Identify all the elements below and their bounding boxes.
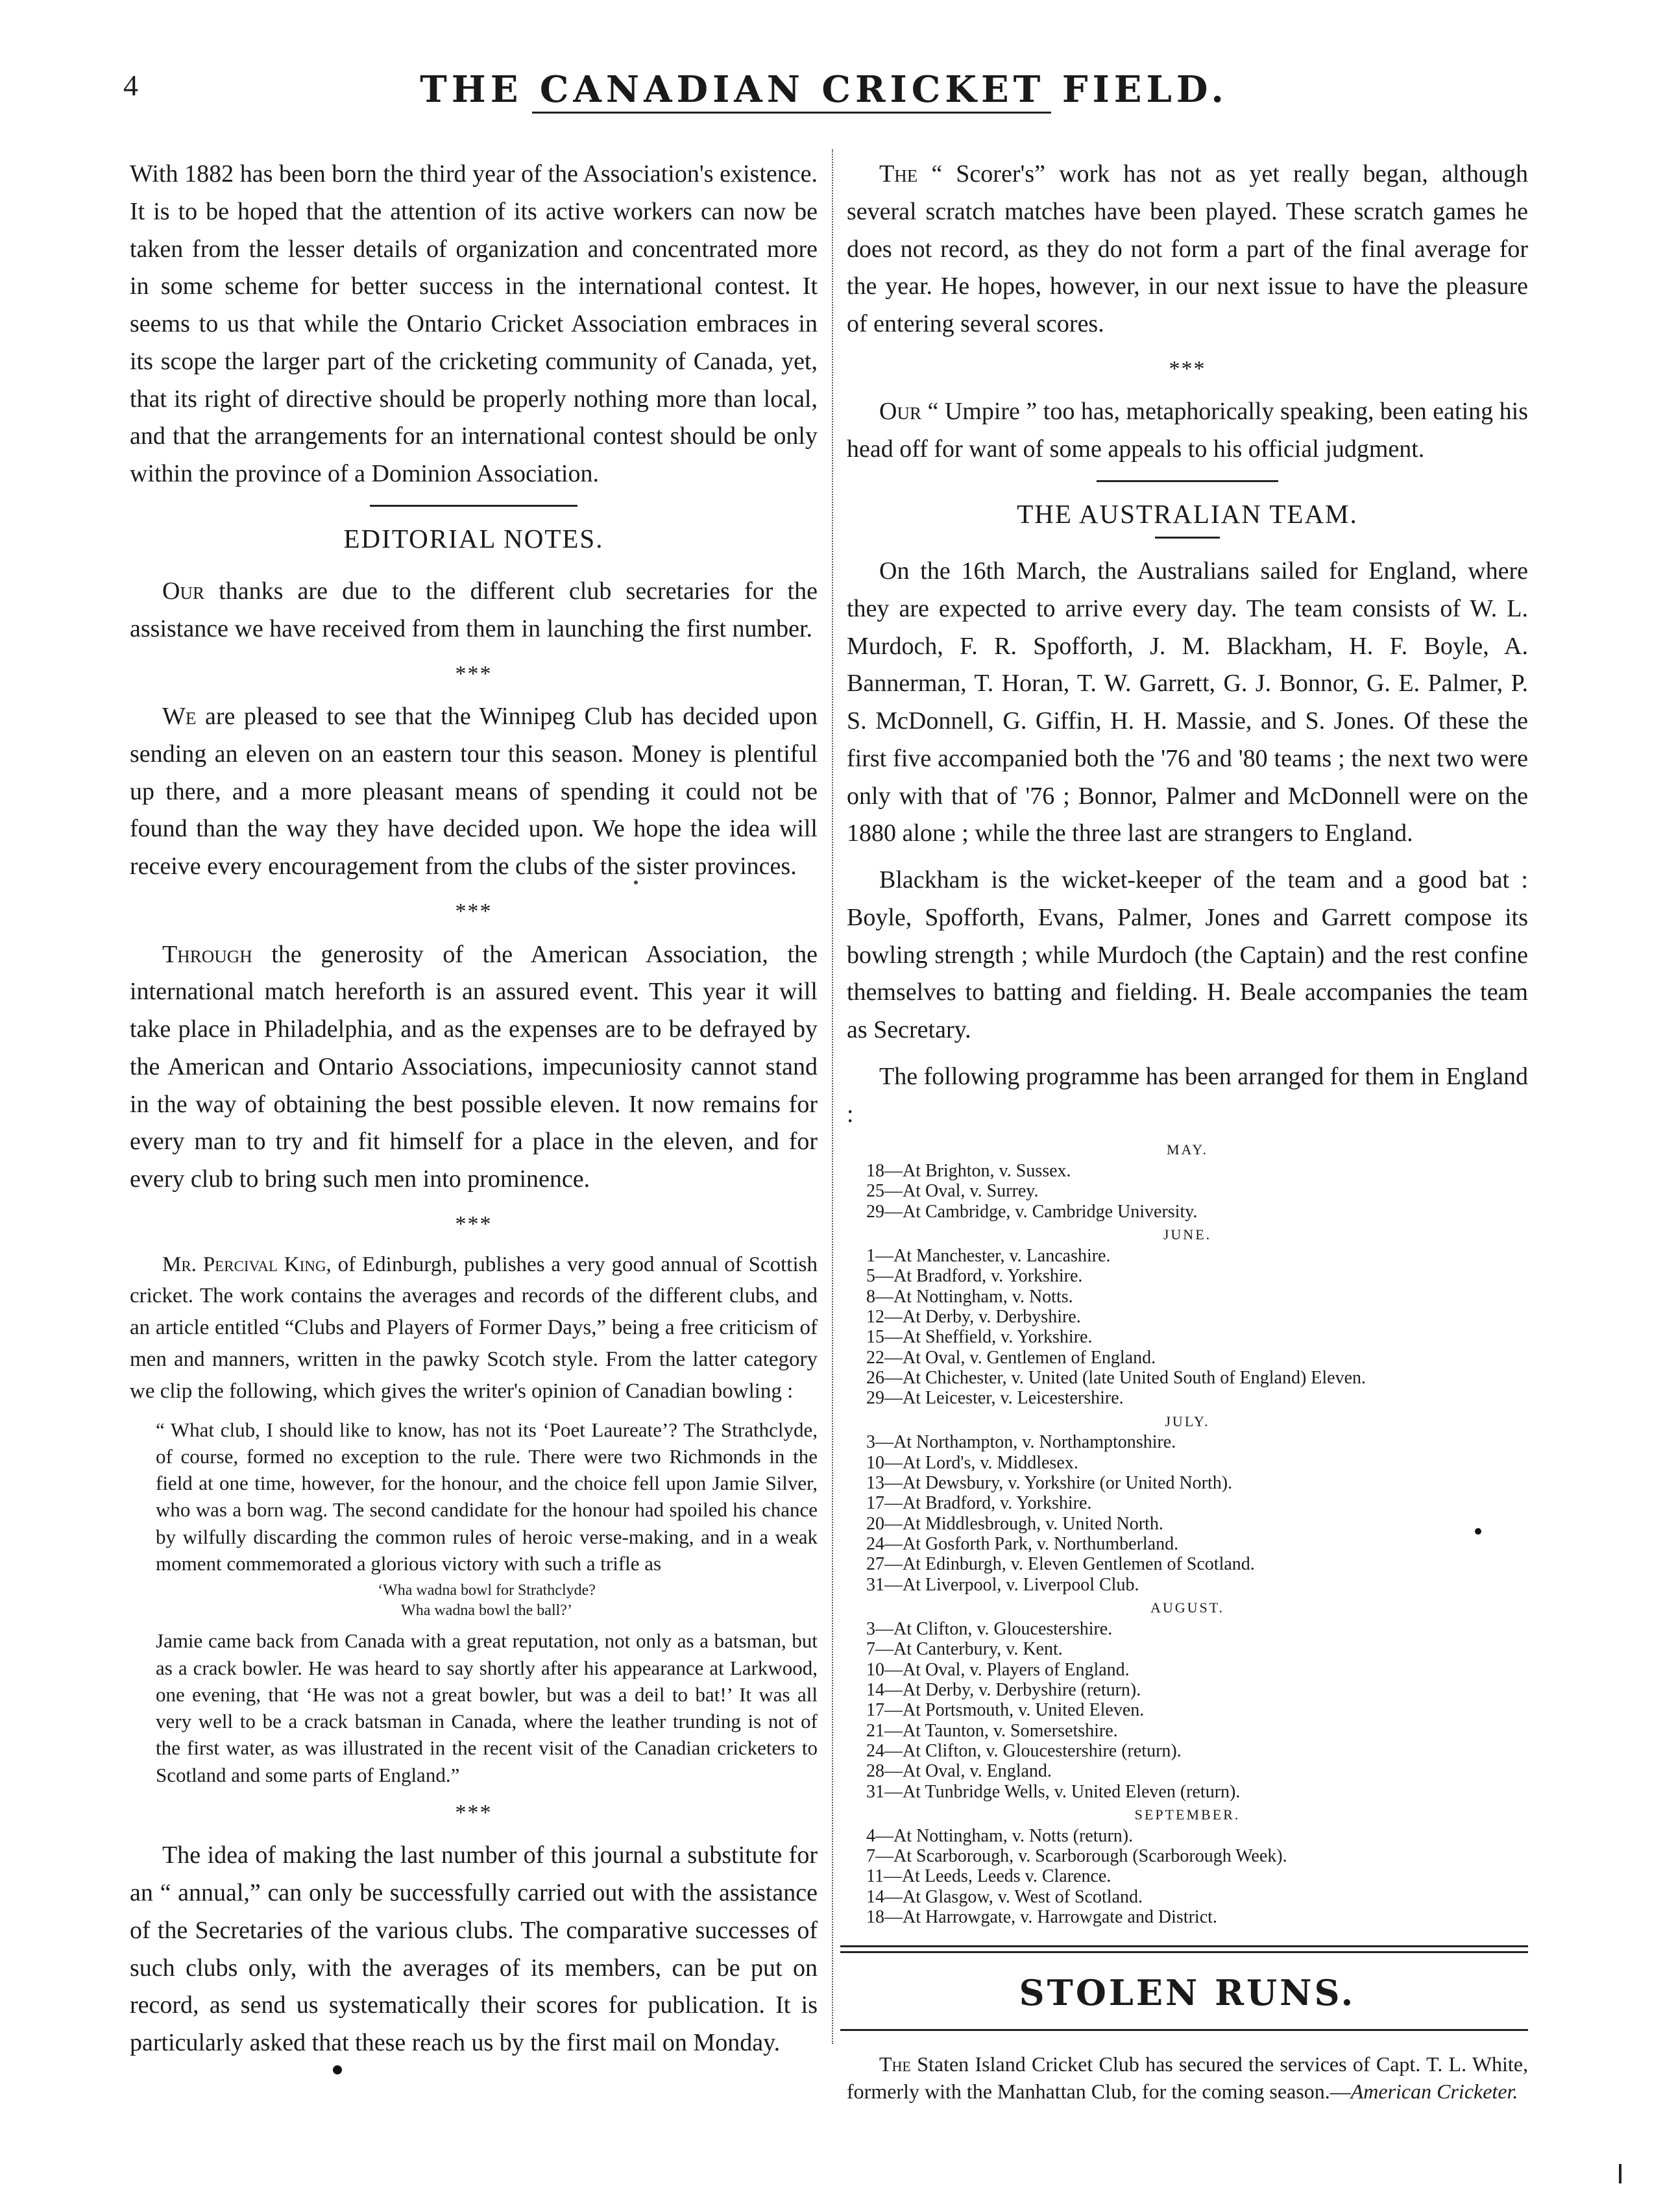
note-thanks: [130, 573, 818, 648]
fixture-item: 24—At Clifton, v. Gloucestershire (return).: [866, 1740, 1182, 1761]
fixture-item: 29—At Cambridge, v. Cambridge University.: [866, 1201, 1198, 1222]
note-winnipeg: [130, 698, 818, 886]
fixture-month-heading: SEPTEMBER.: [1134, 1806, 1241, 1823]
fixture-item: 4—At Nottingham, v. Notts (return).: [866, 1825, 1134, 1846]
editorial-notes-title: EDITORIAL NOTES.: [343, 523, 604, 553]
team-paragraph-3: The following programme has been arranged for them in England :: [847, 1062, 1528, 1128]
notice-text: Staten Island Cricket Club has secured the services of Capt. T. L. White, formerly with the Manhattan Club, for the coming season.—: [847, 2052, 1528, 2104]
fixture-item: 3—At Clifton, v. Gloucestershire.: [866, 1618, 1113, 1639]
intro-paragraph: With 1882 has been born the third year of the Association's existence. It is to be hoped that the attention of its active workers can now be taken from the lesser details of organization and concentrated more in some scheme for better success in the international contest. It seems to us that while the Ontario Cricket Association embraces in its scope the larger part of the cricketing community of Canada, yet, that its right of directive should be properly nothing more than local, and that the arrangements for an international contest should be only within the province of a Dominion Association.: [130, 160, 818, 487]
note-text: thanks are due to the different club secretaries for the assistance we have received from them in launching the first number.: [130, 577, 818, 642]
page-number: 4: [123, 69, 138, 102]
lead-word: The: [879, 2052, 911, 2076]
note-text: “ Scorer's” work has not as yet really began, although several scratch matches have been played. These scratch games he does not record, as they do not form a part of the final average for the year. He hopes, however, in our next issue to have the pleasure of entering several scores.: [847, 160, 1528, 337]
note-text: , of Edinburgh, publishes a very good annual of Scottish cricket. The work contains the averages and records of the different clubs, and an article entitled “Clubs and Players of Former Days,” being a free criticism of men and manners, written in the pawky Scotch style. From the latter category we clip the following, which gives the writer's opinion of Canadian bowling :: [130, 1252, 818, 1403]
fixture-item: 18—At Brighton, v. Sussex.: [866, 1161, 1071, 1182]
fixture-item: 11—At Leeds, Leeds v. Clarence.: [866, 1866, 1111, 1887]
asterism: ***: [1169, 356, 1206, 381]
umpire-note: [847, 393, 1528, 468]
fixture-item: 17—At Bradford, v. Yorkshire.: [866, 1493, 1092, 1514]
asterism: ***: [455, 661, 492, 686]
section-rule: [370, 505, 577, 507]
fixtures-programme: [866, 1142, 1528, 1927]
fixture-item: 13—At Dewsbury, v. Yorkshire (or United North).: [866, 1473, 1233, 1494]
verse-couplet: [156, 1581, 818, 1621]
asterism: ***: [455, 1800, 492, 1825]
fixture-item: 5—At Bradford, v. Yorkshire.: [866, 1266, 1083, 1287]
verse-line: ‘Wha wadna bowl for Strathclyde?: [378, 1582, 596, 1599]
quote-paragraph-1: “ What club, I should like to know, has not its ‘Poet Laureate’? The Strathclyde, of course, formed no exception to the rule. There were two Richmonds in the field at one time, however, for the honour, and the choice fell upon Jamie Silver, who was a born wag. The second candidate for the honour had spoiled his chance by wilfully discarding the common rules of heroic verse-making, and in a weak moment commemorated a glorious victory with such a trifle as: [156, 1418, 818, 1575]
fixture-item: 24—At Gosforth Park, v. Northumberland.: [866, 1534, 1179, 1555]
stolen-runs-notice: [847, 2050, 1528, 2106]
title-rule: [840, 2029, 1528, 2031]
fixture-item: 8—At Nottingham, v. Notts.: [866, 1286, 1073, 1307]
fixture-item: 20—At Middlesbrough, v. United North.: [866, 1513, 1163, 1534]
double-rule: [840, 1945, 1528, 1953]
asterism: ***: [455, 899, 492, 923]
stolen-runs-title: STOLEN RUNS.: [1019, 1972, 1356, 2014]
team-paragraph-2: Blackham is the wicket-keeper of the team and a good bat : Boyle, Spofforth, Evans, Palmer, Jones and Garrett compose its bowling strength ; while Murdoch (the Captain) and the rest confine themselves to batting and fielding. H. Beale accompanies the team as Secretary.: [847, 866, 1528, 1044]
fixture-item: 3—At Northampton, v. Northamptonshire.: [866, 1432, 1176, 1453]
source-credit: American Cricketer.: [1350, 2080, 1518, 2104]
fixture-item: 25—At Oval, v. Surrey.: [866, 1181, 1039, 1202]
lead-word: The: [879, 160, 918, 188]
fixture-item: 26—At Chichester, v. United (late United South of England) Eleven.: [866, 1367, 1366, 1388]
masthead-rule: [532, 112, 1051, 114]
fixture-item: 10—At Oval, v. Players of England.: [866, 1659, 1130, 1680]
australian-team-title: THE AUSTRALIAN TEAM.: [1017, 498, 1358, 529]
fixture-item: 29—At Leicester, v. Leicestershire.: [866, 1388, 1124, 1409]
asterism: ***: [455, 1211, 492, 1236]
fixture-item: 17—At Portsmouth, v. United Eleven.: [866, 1700, 1145, 1721]
team-paragraph-1: On the 16th March, the Australians sailed for England, where they are expected to arrive every day. The team consists of W. L. Murdoch, F. R. Spofforth, J. M. Blackham, H. F. Boyle, A. Bannerman, T. Horan, T. W. Garrett, G. J. Bonnor, G. E. Palmer, P. S. McDonnell, G. Giffin, H. H. Massie, and S. Jones. Of these the first five accompanied both the '76 and '80 teams ; the next two were only with that of '76 ; Bonnor, Palmer and McDonnell were on the 1880 alone ; while the three last are strangers to England.: [847, 557, 1528, 847]
fixture-item: 15—At Sheffield, v. Yorkshire.: [866, 1327, 1093, 1348]
closing-paragraph: The idea of making the last number of this journal a substitute for an “ annual,” can only be successfully carried out with the assistance of the Secretaries of the various clubs. The comparative successes of such clubs only, with the averages of its members, can be put on record, as send us systematically their scores for publication. It is particularly asked that these reach us by the first mail on Monday.: [130, 1841, 818, 2057]
fixture-item: 21—At Taunton, v. Somersetshire.: [866, 1720, 1118, 1741]
title-underline: [1155, 537, 1220, 539]
column-divider: [832, 149, 833, 2044]
note-international: [130, 936, 818, 1198]
lead-word: Our: [162, 577, 204, 605]
right-column: [847, 156, 1528, 2115]
lead-word: We: [162, 703, 197, 731]
fixture-item: 12—At Derby, v. Derbyshire.: [866, 1306, 1081, 1327]
lead-word: Through: [162, 940, 252, 968]
fixture-item: 22—At Oval, v. Gentlemen of England.: [866, 1347, 1156, 1368]
fixture-item: 28—At Oval, v. England.: [866, 1761, 1052, 1782]
left-column: [130, 156, 818, 2071]
fixture-item: 18—At Harrowgate, v. Harrowgate and District.: [866, 1907, 1217, 1928]
fixture-item: 1—At Manchester, v. Lancashire.: [866, 1245, 1111, 1266]
block-quote: [156, 1416, 818, 1788]
fixture-month-heading: JULY.: [1165, 1413, 1210, 1429]
fixture-item: 14—At Glasgow, v. West of Scotland.: [866, 1886, 1143, 1907]
lead-word: Our: [879, 398, 921, 426]
fixture-item: 7—At Canterbury, v. Kent.: [866, 1639, 1063, 1660]
fixture-item: 27—At Edinburgh, v. Eleven Gentlemen of Scotland.: [866, 1554, 1255, 1575]
fixture-item: 31—At Liverpool, v. Liverpool Club.: [866, 1574, 1139, 1595]
masthead-title: THE CANADIAN CRICKET FIELD.: [420, 68, 1228, 111]
note-text: are pleased to see that the Winnipeg Club has decided upon sending an eleven on an eastern tour this season. Money is plentiful up there, and a more pleasant means of spending it could not be found than the way they have decided upon. We hope the idea will receive every encouragement from the clubs of the sister provinces.: [130, 703, 818, 881]
fixture-item: 14—At Derby, v. Derbyshire (return).: [866, 1679, 1141, 1700]
fixture-month-heading: AUGUST.: [1150, 1599, 1225, 1616]
fixture-item: 10—At Lord's, v. Middlesex.: [866, 1452, 1078, 1473]
fixture-item: 7—At Scarborough, v. Scarborough (Scarborough Week).: [866, 1846, 1287, 1867]
scorer-note: [847, 156, 1528, 343]
fixture-item: 31—At Tunbridge Wells, v. United Eleven (return).: [866, 1781, 1241, 1802]
section-rule: [1097, 480, 1278, 482]
note-text: the generosity of the American Association, the international match hereforth is an assured event. This year it will take place in Philadelphia, and as the expenses are to be defrayed by the American and Ontario Associations, impecuniosity cannot stand in the way of obtaining the best possible eleven. It now remains for every man to try and fit himself for a place in the eleven, and for every club to bring such men into prominence.: [130, 940, 818, 1193]
verse-line: Wha wadna bowl the ball?’: [401, 1602, 572, 1620]
lead-word: Mr. Percival King: [162, 1252, 326, 1276]
note-percival-king: [130, 1249, 818, 1407]
fixture-month-heading: JUNE.: [1163, 1226, 1212, 1243]
fixture-month-heading: MAY.: [1167, 1141, 1208, 1158]
quote-paragraph-2: Jamie came back from Canada with a great reputation, not only as a batsman, but as a crack bowler. He was heard to say shortly after his appearance at Larkwood, one evening, that ‘He was not a great bowler, but was a deil to bat!’ It was all very well to be a crack batsman in Canada, where the leather trunding is not of the first water, as was illustrated in the recent visit of the Canadian cricketers to Scotland and some parts of England.”: [156, 1629, 818, 1786]
note-text: “ Umpire ” too has, metaphorically speaking, been eating his head off for want of some appeals to his official judgment.: [847, 398, 1528, 463]
